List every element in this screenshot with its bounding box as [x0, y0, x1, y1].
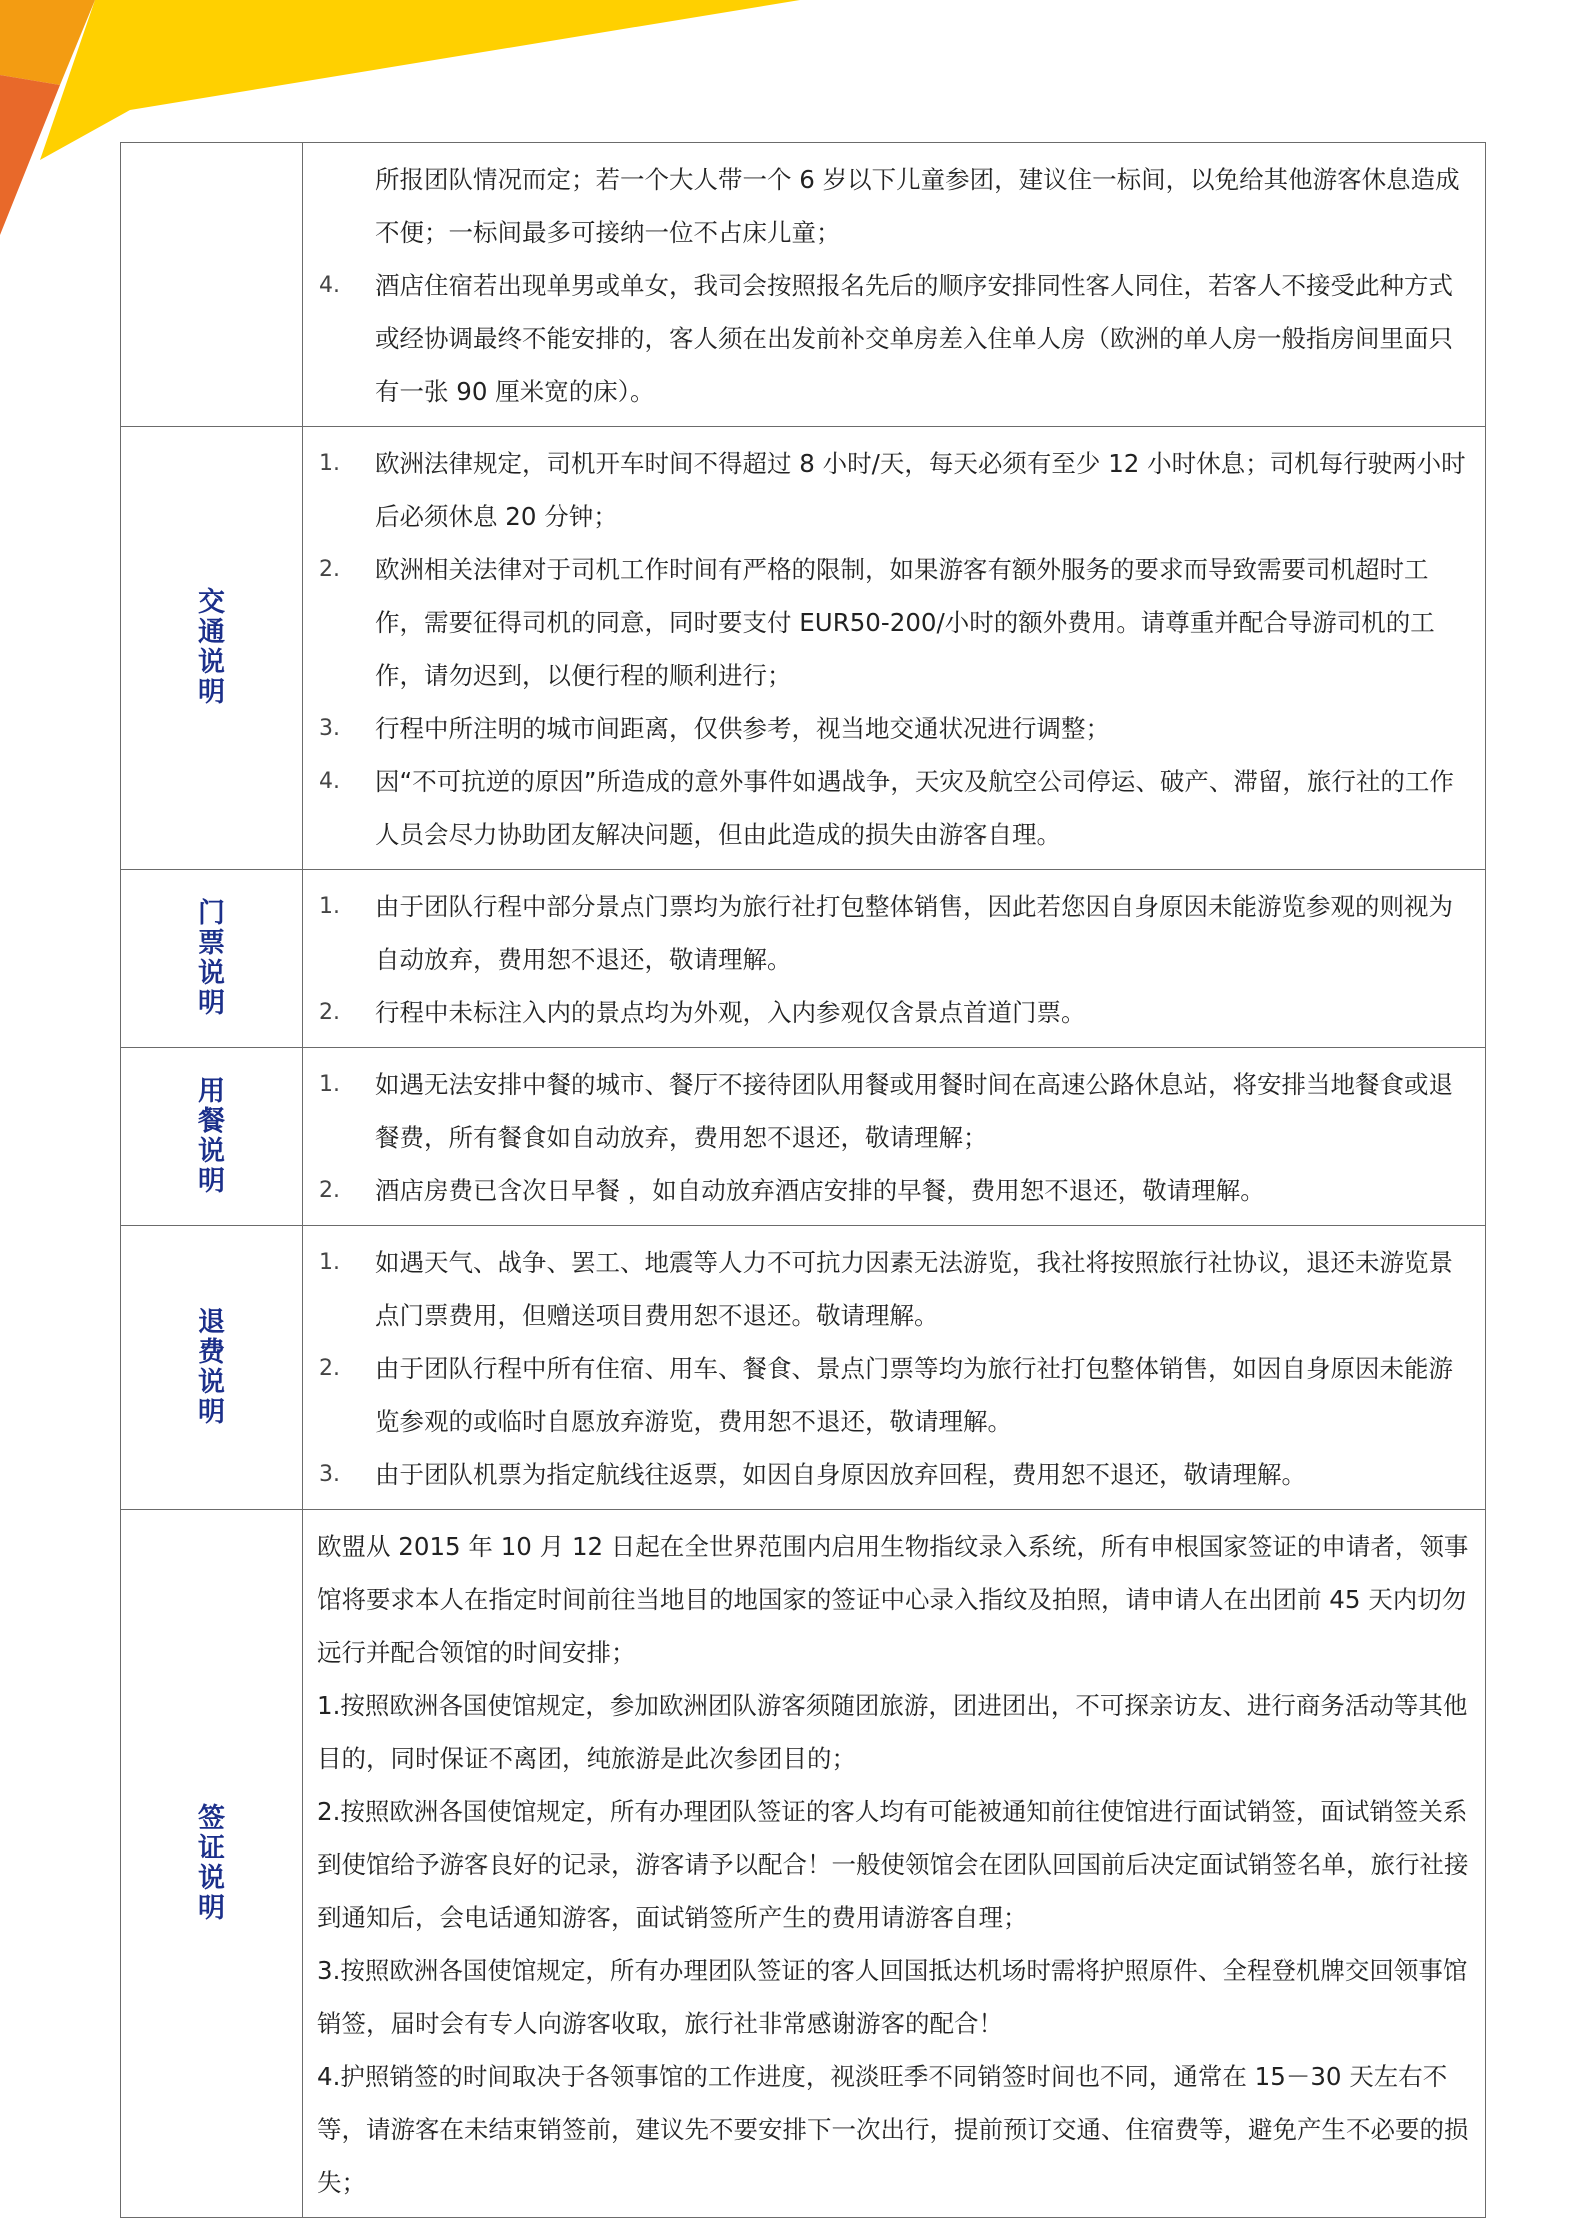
- list-item: [317, 755, 1471, 861]
- section-content: [303, 1510, 1486, 2218]
- section-label-cell: [121, 1226, 303, 1510]
- item-number: 1.: [319, 1072, 340, 1097]
- item-text: 由于团队行程中所有住宿、用车、餐食、景点门票等均为旅行社打包整体销售，如因自身原因未能游览参观的或临时自愿放弃游览，费用恕不退还，敬请理解。: [375, 1354, 1453, 1436]
- item-text: 欧洲法律规定，司机开车时间不得超过 8 小时/天，每天必须有至少 12 小时休息；司机每行驶两小时后必须休息 20 分钟；: [375, 449, 1466, 531]
- list-item: [317, 259, 1471, 418]
- list-item: [317, 1058, 1471, 1164]
- list-item: [317, 437, 1471, 543]
- item-text: 酒店住宿若出现单男或单女，我司会按照报名先后的顺序安排同性客人同住，若客人不接受此种方式或经协调最终不能安排的，客人须在出发前补交单房差入住单人房（欧洲的单人房一般指房间里面只有一张 90 厘米宽的床）。: [375, 271, 1453, 406]
- list-item: [317, 986, 1471, 1039]
- item-number: 1.: [319, 451, 340, 476]
- item-text: 欧洲相关法律对于司机工作时间有严格的限制，如果游客有额外服务的要求而导致需要司机超时工作，需要征得司机的同意，同时要支付 EUR50-200/小时的额外费用。请尊重并配合导游司机的工作，请勿迟到，以便行程的顺利进行；: [375, 555, 1435, 690]
- item-text: 由于团队行程中部分景点门票均为旅行社打包整体销售，因此若您因自身原因未能游览参观的则视为自动放弃，费用恕不退还，敬请理解。: [375, 892, 1453, 974]
- item-number: 4.: [319, 769, 340, 794]
- list-item: [317, 1164, 1471, 1217]
- item-text: 行程中未标注入内的景点均为外观，入内参观仅含景点首道门票。: [375, 998, 1086, 1027]
- section-content: [303, 1226, 1486, 1510]
- item-number: 2.: [319, 557, 340, 582]
- section-label: 门票说明: [198, 897, 225, 1019]
- item-number: 2.: [319, 1178, 340, 1203]
- section-row-tickets: [121, 870, 1486, 1048]
- item-text: 酒店房费已含次日早餐 ，如自动放弃酒店安排的早餐，费用恕不退还，敬请理解。: [375, 1176, 1265, 1205]
- terms-body: [121, 143, 1486, 2218]
- section-label-cell: [121, 870, 303, 1048]
- list-item: [317, 702, 1471, 755]
- deep-orange-shape: [0, 75, 60, 235]
- section-content: [303, 870, 1486, 1048]
- paragraph: 2.按照欧洲各国使馆规定，所有办理团队签证的客人均有可能被通知前往使馆进行面试销签，面试销签关系到使馆给予游客良好的记录，游客请予以配合！一般使领馆会在团队回国前后决定面试销签名单，旅行社接到通知后，会电话通知游客，面试销签所产生的费用请游客自理；: [317, 1797, 1469, 1932]
- section-label: 退费说明: [198, 1306, 225, 1428]
- section-content: [303, 1048, 1486, 1226]
- item-number: 1.: [319, 1250, 340, 1275]
- list-item: [317, 1342, 1471, 1448]
- item-number: 2.: [319, 1000, 340, 1025]
- list-item: [317, 1236, 1471, 1342]
- section-row-visa: [121, 1510, 1486, 2218]
- section-row-accommodation: [121, 143, 1486, 427]
- item-text: 由于团队机票为指定航线往返票，如因自身原因放弃回程，费用恕不退还，敬请理解。: [375, 1460, 1306, 1489]
- paragraph: 4.护照销签的时间取决于各领事馆的工作进度，视淡旺季不同销签时间也不同，通常在 15－30 天左右不等，请游客在未结束销签前，建议先不要安排下一次出行，提前预订交通、住宿费等，避免产生不必要的损失；: [317, 2062, 1469, 2197]
- section-row-refund: [121, 1226, 1486, 1510]
- item-number: 2.: [319, 1356, 340, 1381]
- section-label-cell: [121, 1510, 303, 2218]
- list-item: [317, 153, 1471, 259]
- paragraph: 3.按照欧洲各国使馆规定，所有办理团队签证的客人回国抵达机场时需将护照原件、全程登机牌交回领事馆销签，届时会有专人向游客收取，旅行社非常感谢游客的配合！: [317, 1956, 1468, 2038]
- item-text: 所报团队情况而定；若一个大人带一个 6 岁以下儿童参团，建议住一标间，以免给其他游客休息造成不便；一标间最多可接纳一位不占床儿童；: [375, 165, 1460, 247]
- section-label: 签证说明: [198, 1802, 225, 1924]
- section-label-cell: [121, 1048, 303, 1226]
- item-text: 行程中所注明的城市间距离，仅供参考，视当地交通状况进行调整；: [375, 714, 1110, 743]
- item-number: 1.: [319, 894, 340, 919]
- paragraph: 1.按照欧洲各国使馆规定，参加欧洲团队游客须随团旅游，团进团出，不可探亲访友、进行商务活动等其他目的，同时保证不离团，纯旅游是此次参团目的；: [317, 1691, 1468, 1773]
- terms-table: [120, 142, 1486, 2218]
- section-row-meals: [121, 1048, 1486, 1226]
- yellow-stripe: [40, 0, 800, 160]
- paragraph: 欧盟从 2015 年 10 月 12 日起在全世界范围内启用生物指纹录入系统，所有申根国家签证的申请者，领事馆将要求本人在指定时间前往当地目的地国家的签证中心录入指纹及拍照，请申请人在出团前 45 天内切勿远行并配合领馆的时间安排；: [317, 1532, 1469, 1667]
- item-number: 3.: [319, 1462, 340, 1487]
- item-number: 4.: [319, 273, 340, 298]
- section-label: 用餐说明: [198, 1075, 225, 1197]
- section-row-traffic: [121, 427, 1486, 870]
- section-content: [303, 143, 1486, 427]
- item-text: 如遇无法安排中餐的城市、餐厅不接待团队用餐或用餐时间在高速公路休息站，将安排当地餐食或退餐费，所有餐食如自动放弃，费用恕不退还，敬请理解；: [375, 1070, 1453, 1152]
- list-item: [317, 543, 1471, 702]
- item-number: 3.: [319, 716, 340, 741]
- item-text: 如遇天气、战争、罢工、地震等人力不可抗力因素无法游览，我社将按照旅行社协议，退还未游览景点门票费用，但赠送项目费用恕不退还。敬请理解。: [375, 1248, 1453, 1330]
- list-item: [317, 880, 1471, 986]
- section-label-cell: [121, 427, 303, 870]
- item-text: 因“不可抗逆的原因”所造成的意外事件如遇战争，天灾及航空公司停运、破产、滞留，旅行社的工作人员会尽力协助团友解决问题，但由此造成的损失由游客自理。: [375, 767, 1454, 849]
- section-content: [303, 427, 1486, 870]
- section-label-cell: [121, 143, 303, 427]
- section-label: 交通说明: [198, 587, 225, 708]
- list-item: [317, 1448, 1471, 1501]
